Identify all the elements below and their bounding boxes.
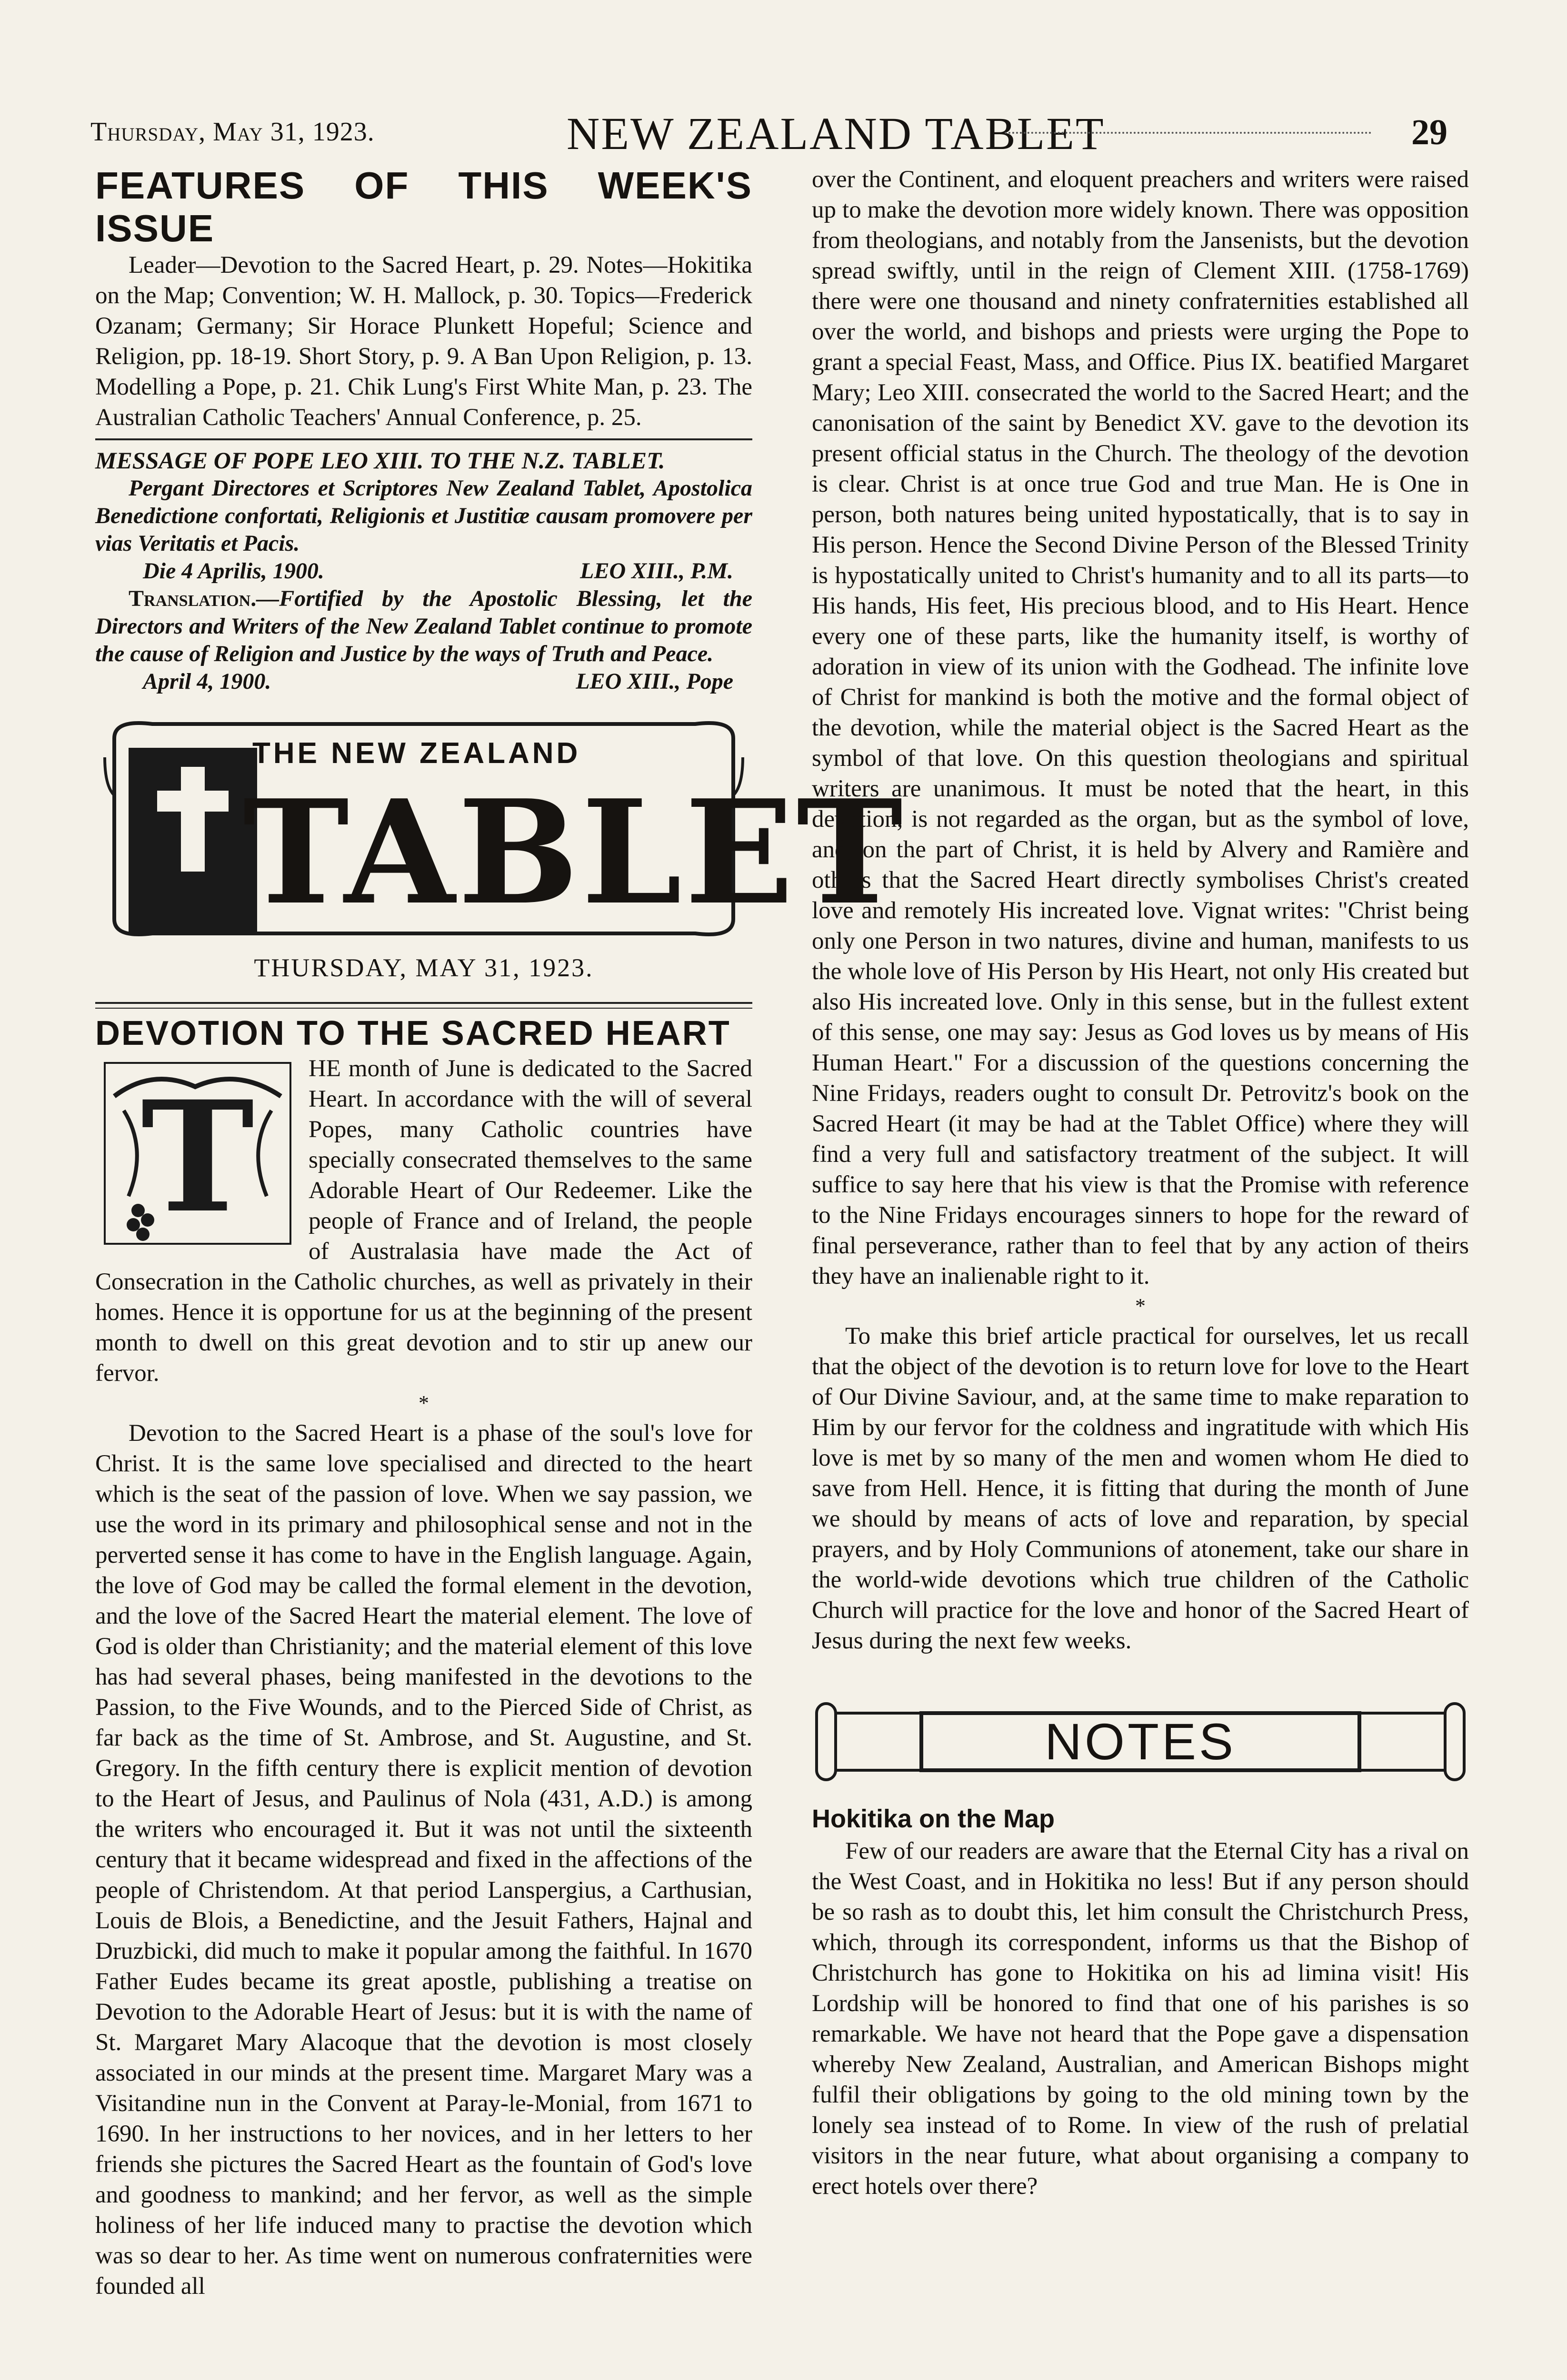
divider: [95, 1002, 752, 1009]
tablet-masthead: [95, 710, 906, 995]
notes-banner: [812, 1694, 1469, 1785]
newspaper-title: NEW ZEALAND TABLET: [567, 108, 1105, 159]
page-number: 29: [1411, 112, 1447, 152]
message-translation-signature: [95, 668, 752, 695]
masthead-subtitle: THE NEW ZEALAND: [252, 737, 581, 770]
leader-heading: DEVOTION TO THE SACRED HEART: [95, 1014, 731, 1052]
trans-date: April 4, 1900.: [143, 669, 271, 694]
leader-paragraph-1: HE month of June is dedicated to the Sacred Heart. In accordance with the will of several Popes, many Catholic countries have specially consecrated themselves to the same Adorable Heart of Our Redeemer. Like the people of France and of Ireland, the people of Australasia have made the Act of Consecration in the Catholic churches, as well as privately in their homes. Hence it is opportune for us at the beginning of the present month to dwell on this great devotion and to stir up anew our fervor.: [95, 1055, 752, 1387]
dropcap-letter: T: [140, 1068, 255, 1247]
message-latin: Pergant Directores et Scriptores New Zealand Tablet, Apostolica Benedictione confortati, Religionis et Justitiæ causam promovere per vias Veritatis et Pacis.: [95, 476, 752, 556]
leader-paragraph-4: To make this brief article practical for ourselves, let us recall that the object of the devotion is to return love for love to the Heart of Our Divine Saviour, and, at the same time to make reparation to Him by our fervor for the coldness and ingratitude with which His love is met by so many of the men and women whom He died to save from Hell. Hence, it is fitting that during the month of June we should by means of acts of love and reparation, by special prayers, and by Holy Communions of atonement, take our share in the world-wide devotions which true children of the Catholic Church will practice for the love and honor of the Sacred Heart of Jesus during the next few weeks.: [812, 1323, 1469, 1654]
translation-text: —Fortified by the Apostolic Blessing, let the Directors and Writers of the New Zealand Tablet continue to promote the cause of Religion and Justice by the ways of Truth and Peace.: [95, 586, 752, 666]
message-heading: MESSAGE OF POPE LEO XIII. TO THE N.Z. TABLET.: [95, 447, 665, 474]
latin-date: Die 4 Aprilis, 1900.: [143, 558, 324, 584]
header-ornament: [1005, 132, 1371, 139]
message-latin-signature: [95, 557, 752, 585]
issue-date: Thursday, May 31, 1923.: [90, 117, 375, 147]
section-break: *: [419, 1391, 429, 1415]
latin-sig: LEO XIII., P.M.: [580, 558, 733, 584]
divider: [95, 438, 752, 440]
leader-paragraph-3: over the Continent, and eloquent preachers and writers were raised up to make the devotion more widely known. There was opposition from theologians, and notably from the Jansenists, but the devotion spread swiftly, until in the reign of Clement XIII. (1758-1769) there were one thousand and ninety confraternities established all over the world, and bishops and priests were urging the Pope to grant a special Feast, Mass, and Office. Pius IX. beatified Margaret Mary; Leo XIII. consecrated the world to the Sacred Heart; and the canonisation of the saint by Benedict XV. gave to the devotion its present official status in the Church. The theology of the devotion is clear. Christ is at once true God and true Man. He is One in person, both natures being united hypostatically, that is to say in His person. Hence the Second Divine Person of the Blessed Trinity is hypostatically united to Christ's humanity and to all its parts—to His hands, His feet, His precious blood, and to His Heart. Hence every one of these parts, like the humanity itself, is worthy of adoration in view of its union with the Godhead. The infinite love of Christ for mankind is both the motive and the formal object of the devotion, while the material object is the Sacred Heart as the symbol of that love. On this question theologians and spiritual writers are unanimous. It must be noted that the heart, in this devotion, is not regarded as the organ, but as the symbol of love, and, on the part of Christ, it is held by Alvery and Ramière and others that the Sacred Heart directly symbolises Christ's created love and remotely His increated love. Vignat writes: "Christ being only one Person in two natures, divine and human, manifests to us the whole love of His Person by His Heart, not only His created but also His increated love. Only in this sense, but in the fullest extent of this sense, one may say: Jesus as God loves us by means of His Human Heart." For a discussion of the questions concerning the Nine Fridays, readers ought to consult Dr. Petrovitz's book on the Sacred Heart (it may be had at the Tablet Office) where they will find a very full and satisfactory treatment of the subject. It will suffice to say here that his view is that the Promise with reference to the Nine Fridays encourages sinners to hope for the reward of final perseverance, rather than to feel that by any action of theirs they have an inalienable right to it.: [812, 166, 1469, 1289]
left-column: [95, 164, 906, 2301]
translation-label: Translation.: [129, 586, 257, 611]
ornamental-dropcap-image: [95, 1053, 300, 1253]
right-column: [812, 164, 1469, 2202]
section-break: *: [1135, 1294, 1146, 1318]
features-heading: FEATURES OF THIS WEEK'S ISSUE: [95, 164, 752, 249]
masthead-date: THURSDAY, MAY 31, 1923.: [254, 953, 594, 982]
notes-paragraph: Few of our readers are aware that the Eternal City has a rival on the West Coast, and in Hokitika no less! But if any person should be so rash as to doubt this, let him consult the Christchurch Press, which, through its correspondent, informs us that the Bishop of Christchurch has gone to Hokitika on his ad limina visit! His Lordship will be honored to find that one of his parishes is so remarkable. We have not heard that the Pope gave a dispensation whereby New Zealand, Australian, and American Bishops might fulfil their obligations by going to the old mining town by the lonely sea instead of to Rome. In view of the rush of prelatial visitors in the near future, what about organising a company to erect hotels over there?: [812, 1838, 1469, 2200]
masthead-title: TABLET: [243, 768, 906, 936]
message-translation: [95, 585, 752, 668]
trans-sig: LEO XIII., Pope: [576, 669, 733, 694]
notes-title: NOTES: [1044, 1713, 1237, 1770]
running-header: [90, 102, 1447, 159]
notes-subheading: Hokitika on the Map: [812, 1805, 1055, 1833]
features-text: Leader—Devotion to the Sacred Heart, p. 29. Notes—Hokitika on the Map; Convention; W. H. Mallock, p. 30. Topics—Frederick Ozanam; Germany; Sir Horace Plunkett Hopeful; Science and Religion, pp. 18-19. Short Story, p. 9. A Ban Upon Religion, p. 13. Modelling a Pope, p. 21. Chik Lung's First White Man, p. 23. The Australian Catholic Teachers' Annual Conference, p. 25.: [95, 252, 752, 431]
leader-paragraph-2: Devotion to the Sacred Heart is a phase of the soul's love for Christ. It is the same love specialised and directed to the heart which is the seat of the passion of love. When we say passion, we use the word in its primary and philosophical sense and not in the perverted sense it has come to have in the English language. Again, the love of God may be called the formal element in the devotion, and the love of the Sacred Heart the material element. The love of God is older than Christianity; and the material element of this love has had several phases, being manifested in the devotions to the Passion, to the Five Wounds, and to the Pierced Side of Christ, as far back as the time of St. Ambrose, and St. Augustine, and St. Gregory. In the fifth century there is explicit mention of devotion to the Heart of Jesus, and Paulinus of Nola (431, A.D.) is among the writers who encouraged it. But it was not until the sixteenth century that it became widespread and fixed in the affections of the people of Christendom. At that period Lanspergius, a Carthusian, Louis de Blois, a Benedictine, and the Jesuit Fathers, Hajnal and Druzbicki, did much to make it popular among the faithful. In 1670 Father Eudes became its great apostle, publishing a treatise on Devotion to the Adorable Heart of Jesus: but it is with the name of St. Margaret Mary Alacoque that the devotion is most closely associated in our minds at the present time. Margaret Mary was a Visitandine nun in the Convent at Paray-le-Monial, from 1671 to 1690. In her instructions to her novices, and in her letters to her friends she pictures the Sacred Heart as the fountain of God's love and goodness to mankind; and her fervor, as well as the simple holiness of her life induced many to practise the devotion which was so dear to her. As time went on numerous confraternities were founded all: [95, 1420, 752, 2300]
